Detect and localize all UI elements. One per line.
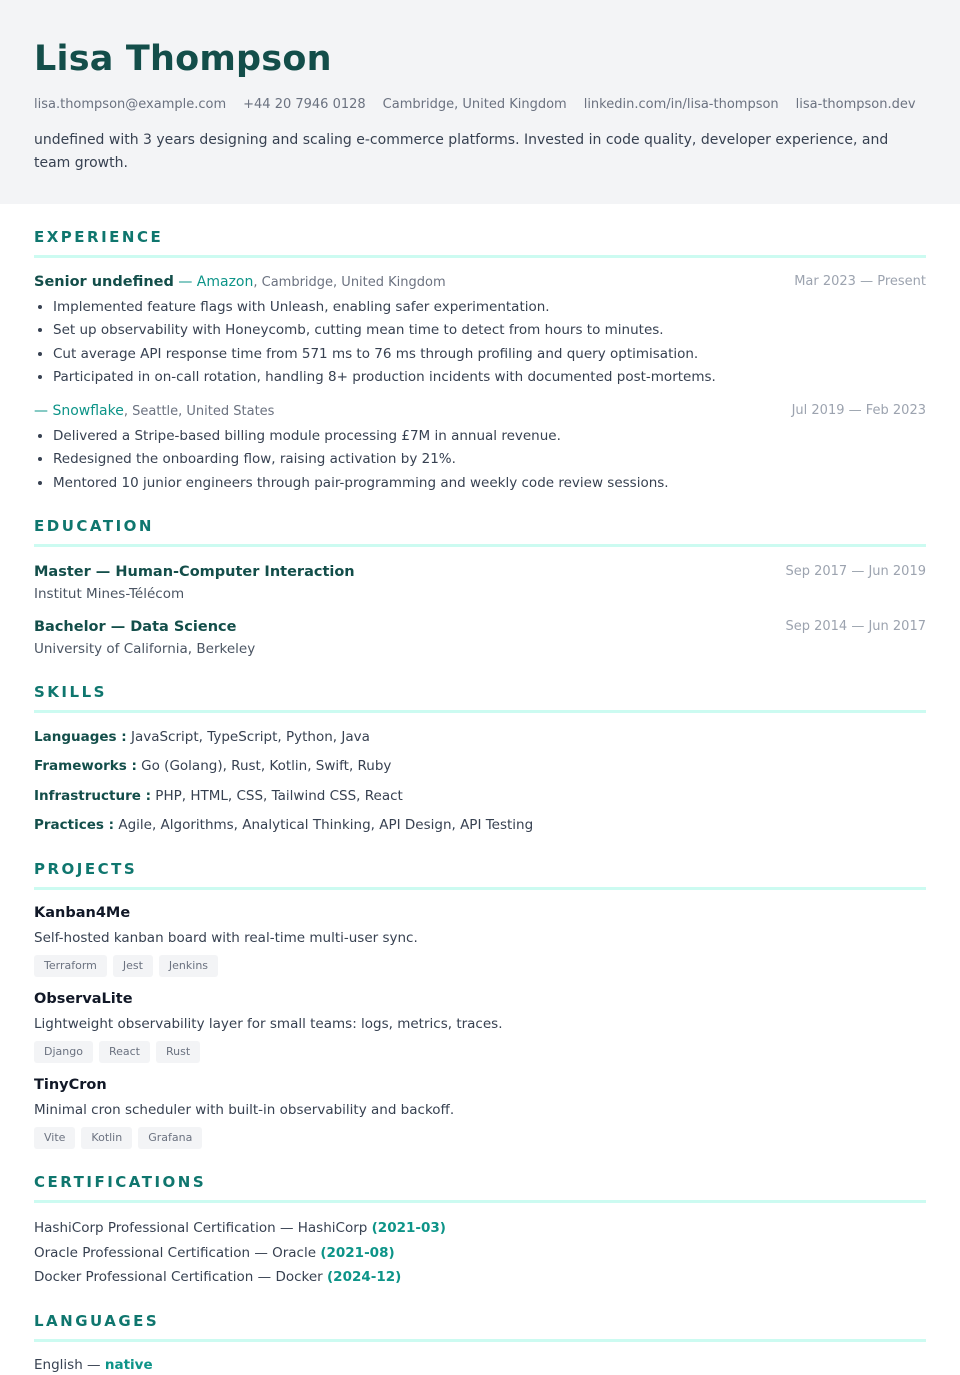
contact-row: [34, 97, 926, 112]
edu-school: University of California, Berkeley: [34, 641, 256, 658]
job-bullet: • Cut average API response time from 571 ms to 76 ms through profiling and query optimisation.: [53, 343, 926, 366]
section-title-skills: SKILLS: [34, 659, 926, 713]
section-title-languages: LANGUAGES: [34, 1290, 926, 1342]
skill-items: JavaScript, TypeScript, Python, Java: [126, 729, 370, 746]
project-tags: [34, 1041, 926, 1063]
skill-category: Languages :: [34, 729, 127, 746]
contact-email[interactable]: lisa.thompson@example.com: [34, 97, 227, 112]
skill-category: Frameworks :: [34, 758, 137, 775]
contact-linkedin[interactable]: linkedin.com/in/lisa-thompson: [583, 97, 779, 112]
section-title-projects: PROJECTS: [34, 844, 926, 890]
job-location: , Cambridge, United Kingdom: [253, 275, 446, 290]
job-role: Senior undefined: [34, 274, 174, 290]
edu-dates: Sep 2017 — Jun 2019: [785, 564, 926, 580]
certification-item: [34, 1265, 926, 1290]
cert-date: (2021-08): [320, 1244, 395, 1261]
job-bullets: [34, 425, 926, 495]
section-title-certifications: CERTIFICATIONS: [34, 1149, 926, 1203]
job-bullet: • Mentored 10 junior engineers through pair-programming and weekly code review sessions.: [53, 472, 926, 495]
tech-tag: Django: [34, 1041, 93, 1063]
job-company: — Amazon: [178, 274, 254, 290]
project-tags: [34, 1127, 926, 1149]
tech-tag: Jenkins: [159, 955, 218, 977]
project-tags: [34, 955, 926, 977]
skill-row: [34, 756, 926, 776]
project-name: TinyCron: [34, 1077, 107, 1094]
job-bullet: • Implemented feature flags with Unleash, enabling safer experimentation.: [53, 296, 926, 319]
tech-tag: Rust: [156, 1041, 200, 1063]
certification-list: [34, 1216, 926, 1290]
job-location: , Seattle, United States: [123, 404, 275, 420]
edu-degree: Master — Human-Computer Interaction: [34, 564, 355, 581]
project-description: Minimal cron scheduler with built-in observability and backoff.: [34, 1102, 455, 1119]
section-title-experience: EXPERIENCE: [34, 204, 926, 258]
language-level: native: [104, 1356, 153, 1373]
project-entry: [34, 1075, 926, 1149]
tech-tag: React: [99, 1041, 150, 1063]
project-name: Kanban4Me: [34, 905, 131, 922]
cert-name: HashiCorp Professional Certification — HashiCorp: [34, 1220, 372, 1237]
contact-location: Cambridge, United Kingdom: [382, 97, 567, 112]
edu-dates: Sep 2014 — Jun 2017: [785, 619, 926, 635]
cert-date: (2021-03): [371, 1220, 446, 1237]
job-entry: [34, 401, 926, 495]
job-company: — Snowflake: [34, 403, 124, 420]
skill-items: Agile, Algorithms, Analytical Thinking, API Design, API Testing: [114, 816, 534, 833]
candidate-name: Lisa Thompson: [34, 39, 332, 79]
education-entry: [34, 561, 926, 604]
education-entry: [34, 616, 926, 659]
job-bullet: • Redesigned the onboarding flow, raising activation by 21%.: [53, 448, 926, 471]
tech-tag: Vite: [34, 1127, 75, 1149]
job-bullet: • Participated in on-call rotation, handling 8+ production incidents with documented post-mortems.: [53, 366, 926, 389]
certification-item: [34, 1241, 926, 1266]
project-entry: [34, 989, 926, 1063]
contact-website[interactable]: lisa-thompson.dev: [795, 97, 916, 112]
skill-items: PHP, HTML, CSS, Tailwind CSS, React: [151, 787, 403, 804]
job-bullet: • Delivered a Stripe-based billing module processing £7M in annual revenue.: [53, 425, 926, 448]
project-name: ObservaLite: [34, 991, 133, 1008]
tech-tag: Jest: [113, 955, 153, 977]
skill-items: Go (Golang), Rust, Kotlin, Swift, Ruby: [136, 758, 392, 775]
language-name: English —: [34, 1356, 105, 1373]
job-dates: Mar 2023 — Present: [794, 274, 926, 289]
cert-name: Docker Professional Certification — Docker: [34, 1269, 328, 1286]
tech-tag: Terraform: [34, 955, 107, 977]
contact-phone[interactable]: +44 20 7946 0128: [243, 97, 366, 112]
cert-date: (2024-12): [327, 1269, 402, 1286]
resume-body: [0, 204, 960, 1375]
edu-school: Institut Mines-Télécom: [34, 586, 185, 603]
tech-tag: Kotlin: [81, 1127, 132, 1149]
skill-row: [34, 727, 926, 747]
tech-tag: Grafana: [138, 1127, 202, 1149]
skill-category: Practices :: [34, 816, 115, 833]
job-entry: [34, 272, 926, 389]
summary: undefined with 3 years designing and scaling e-commerce platforms. Invested in code quality, developer experience, and team growth.: [34, 132, 889, 171]
project-entry: [34, 903, 926, 977]
section-title-education: EDUCATION: [34, 495, 926, 547]
skill-category: Infrastructure :: [34, 787, 152, 804]
job-bullet: • Set up observability with Honeycomb, cutting mean time to detect from hours to minutes.: [53, 319, 926, 342]
skill-row: [34, 786, 926, 806]
job-dates: Jul 2019 — Feb 2023: [791, 403, 926, 419]
skills-list: [34, 727, 926, 835]
project-description: Self-hosted kanban board with real-time multi-user sync.: [34, 930, 418, 947]
cert-name: Oracle Professional Certification — Oracle: [34, 1244, 321, 1261]
skill-row: [34, 815, 926, 835]
project-description: Lightweight observability layer for small teams: logs, metrics, traces.: [34, 1016, 503, 1033]
certification-item: [34, 1216, 926, 1241]
edu-degree: Bachelor — Data Science: [34, 619, 237, 636]
resume-header: [0, 0, 960, 204]
job-bullets: [34, 296, 926, 389]
